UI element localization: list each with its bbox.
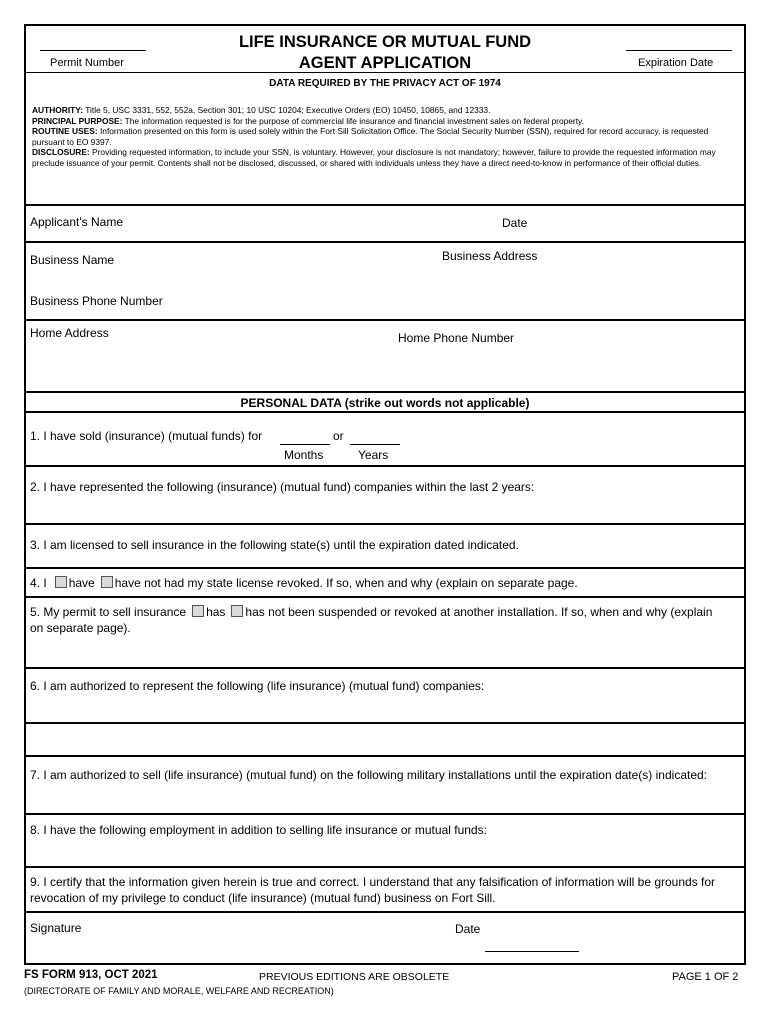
question-4 — [30, 576, 578, 590]
divider — [26, 911, 744, 913]
have-option-label: have — [68, 576, 95, 590]
routine-uses-label: ROUTINE USES: — [32, 126, 98, 137]
has-not-option-label: has not been suspended or revoked at another installation. If so, when and why (explain on separate page). — [30, 605, 713, 635]
purpose-label: PRINCIPAL PURPOSE: — [32, 115, 123, 126]
business-address-field[interactable]: Business Address — [442, 249, 538, 263]
signature-date-line[interactable] — [485, 951, 579, 952]
divider — [26, 596, 744, 598]
directorate-note: (DIRECTORATE OF FAMILY AND MORALE, WELFARE AND RECREATION) — [24, 986, 334, 996]
page-number: PAGE 1 OF 2 — [672, 971, 739, 983]
personal-data-title: PERSONAL DATA (strike out words not applicable) — [240, 396, 530, 410]
purpose-text: The information requested is for the purpose of commercial life insurance and financial investment sales on federal property. — [124, 115, 584, 126]
question-3: 3. I am licensed to sell insurance in the following state(s) until the expiration dated indicated. — [30, 538, 519, 552]
months-input-line[interactable] — [280, 444, 330, 445]
form-title-line2: AGENT APPLICATION — [298, 54, 472, 72]
have-not-checkbox[interactable] — [101, 576, 113, 588]
divider — [26, 241, 744, 243]
privacy-act-title: DATA REQUIRED BY THE PRIVACY ACT OF 1974 — [269, 78, 501, 89]
question-1-or: or — [333, 429, 344, 443]
signature-date-label: Date — [455, 922, 481, 936]
have-checkbox[interactable] — [55, 576, 67, 588]
divider — [26, 319, 744, 321]
divider — [26, 411, 744, 413]
home-address-field[interactable]: Home Address — [30, 326, 109, 340]
authority-label: AUTHORITY: — [32, 105, 84, 115]
question-8: 8. I have the following employment in addition to selling life insurance or mutual funds: — [30, 823, 487, 837]
authority-text: Title 5, USC 3331, 552, 552a, Section 301; 10 USC 10204; Executive Orders (EO) 10450, 10865, and 12333. — [85, 105, 491, 115]
expiration-date-line[interactable] — [626, 50, 732, 51]
years-label: Years — [358, 448, 389, 462]
form-id: FS FORM 913, OCT 2021 — [24, 969, 158, 981]
divider — [26, 204, 744, 206]
has-option-label: has — [206, 605, 226, 619]
question-5 — [30, 604, 720, 636]
has-not-checkbox[interactable] — [231, 605, 243, 617]
question-1: 1. I have sold (insurance) (mutual funds) for — [30, 429, 263, 443]
privacy-act-text — [32, 105, 738, 169]
has-checkbox[interactable] — [192, 605, 204, 617]
divider — [26, 667, 744, 669]
expiration-date-label: Expiration Date — [638, 57, 714, 69]
form-title-line1: LIFE INSURANCE OR MUTUAL FUND — [238, 33, 532, 51]
permit-number-label: Permit Number — [50, 57, 124, 69]
question-7: 7. I am authorized to sell (life insurance) (mutual fund) on the following military installations until the expiration date(s) indicated: — [30, 768, 708, 782]
divider — [26, 567, 744, 569]
divider — [26, 813, 744, 815]
routine-uses-text: Information presented on this form is used solely within the Fort Sill Solicitation Office. The Social Security Number (SSN), required for record accuracy, is requested pursuant to EO 9397. — [32, 126, 709, 147]
applicant-name-field[interactable]: Applicant's Name — [30, 215, 123, 229]
question-6: 6. I am authorized to represent the following (life insurance) (mutual fund) companies: — [30, 679, 485, 693]
disclosure-text: Providing requested information, to include your SSN, is voluntary. However, your disclosure is not mandatory; however, failure to provide the requested information may preclude issuance of your permit. Contents shall not be disclosed, discussed, or shared with individuals unless they have a direct need-to-know in performance of their official duties. — [32, 147, 716, 168]
form-frame — [24, 24, 746, 965]
years-input-line[interactable] — [350, 444, 400, 445]
divider — [26, 465, 744, 467]
months-label: Months — [284, 448, 324, 462]
obsolete-note: PREVIOUS EDITIONS ARE OBSOLETE — [259, 971, 450, 983]
home-phone-field[interactable]: Home Phone Number — [398, 331, 515, 345]
header-divider — [26, 72, 744, 73]
divider — [26, 391, 744, 393]
divider — [26, 523, 744, 525]
business-name-field[interactable]: Business Name — [30, 253, 115, 267]
question-4-prefix: 4. I — [30, 576, 47, 590]
question-5-prefix: 5. My permit to sell insurance — [30, 605, 187, 619]
divider — [26, 866, 744, 868]
question-2: 2. I have represented the following (insurance) (mutual fund) companies within the last 2 years: — [30, 480, 535, 494]
divider — [26, 755, 744, 757]
business-phone-field[interactable]: Business Phone Number — [30, 294, 163, 308]
question-9-certification: 9. I certify that the information given herein is true and correct. I understand that any falsification of information will be grounds for revocation of my privilege to conduct (life insurance) (mutual fund) business on Fort Sill. — [30, 875, 716, 905]
signature-field[interactable]: Signature — [30, 921, 82, 935]
date-field[interactable]: Date — [502, 216, 528, 230]
disclosure-label: DISCLOSURE: — [32, 147, 90, 158]
have-not-option-label: have not had my state license revoked. If so, when and why (explain on separate page. — [114, 576, 578, 590]
divider — [26, 722, 744, 724]
